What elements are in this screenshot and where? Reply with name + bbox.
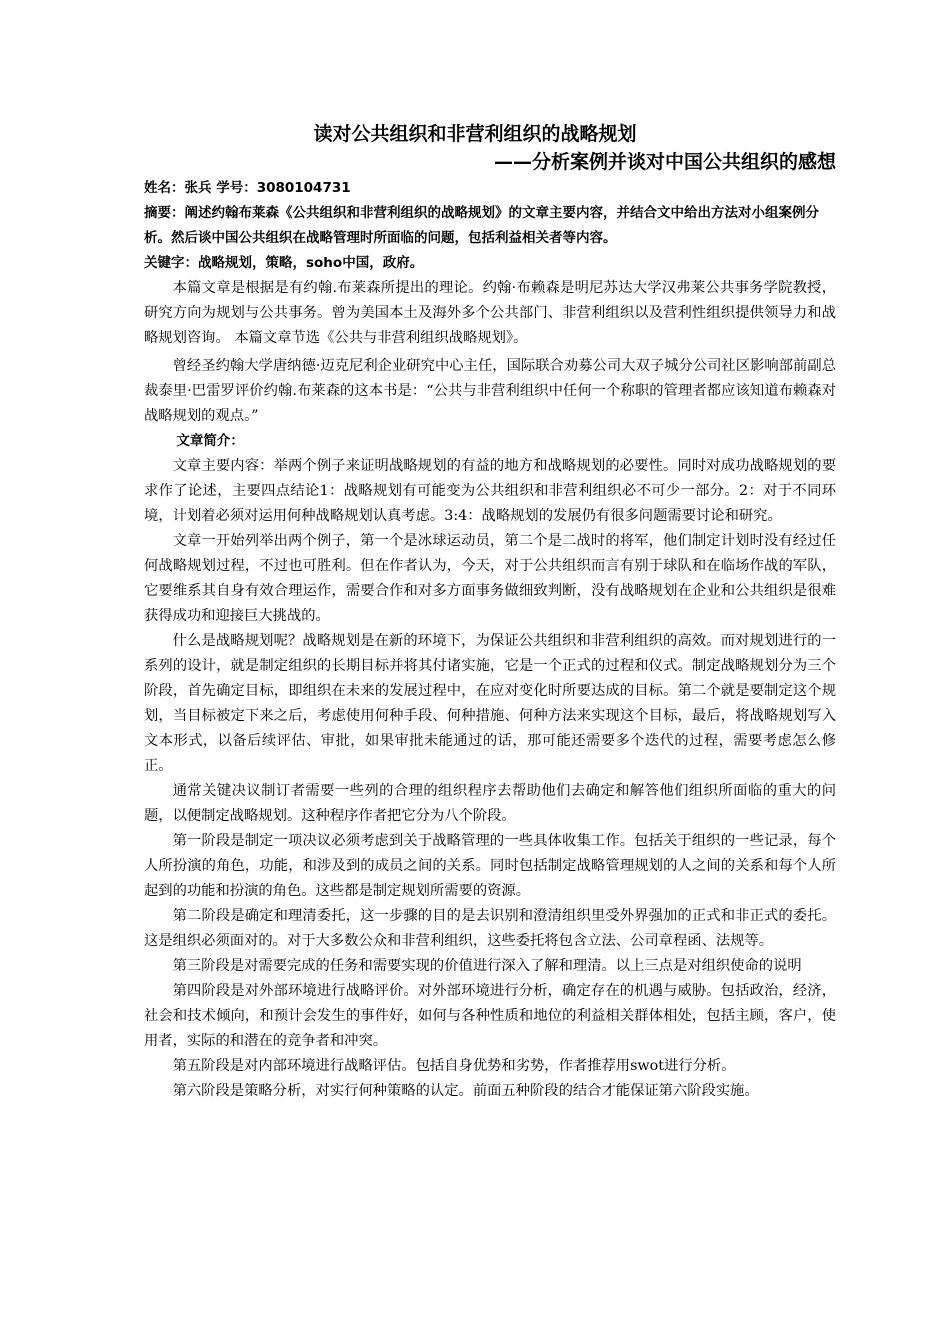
- abstract: 摘要：阐述约翰布莱森《公共组织和非营利组织的战略规划》的文章主要内容，并结合文中给出方法对小组案例分析。然后谈中国公共组织在战略管理时所面临的问题，包括利益相关者等内容。: [144, 205, 819, 246]
- author-line: 姓名：张兵 学号：3080104731: [144, 180, 351, 196]
- section-heading: 文章简介：: [176, 433, 244, 449]
- body-paragraph-9: 第五阶段是对内部环境进行战略评估。包括自身优势和劣势，作者推荐用swot进行分析。: [172, 1058, 736, 1074]
- body-paragraph-2: 文章一开始列举出两个例子，第一个是冰球运动员，第二个是二战时的将军，他们制定计划时没有经过任何战略规划过程，不过也可胜利。但在作者认为，今天，对于公共组织而言有别于球队和在临场作战的军队，它要维系其自身有效合理运作，需要合作和对多方面事务做细致判断，没有战略规划在企业和公共组织是很难获得成功和迎接巨大挑战的。: [144, 533, 836, 624]
- body-paragraph-10: 第六阶段是策略分析，对实行何种策略的认定。前面五种阶段的结合才能保证第六阶段实施。: [172, 1083, 759, 1099]
- document-title: 读对公共组织和非营利组织的战略规划: [313, 123, 637, 145]
- body-paragraph-5: 第一阶段是制定一项决议必须考虑到关于战略管理的一些具体收集工作。包括关于组织的一些记录，每个人所扮演的角色，功能，和涉及到的成员之间的关系。同时包括制定战略管理规划的人之间的关系和每个人所起到的功能和扮演的角色。这些都是制定规划所需要的资源。: [144, 833, 836, 899]
- body-paragraph-7: 第三阶段是对需要完成的任务和需要实现的价值进行深入了解和理清。以上三点是对组织使命的说明: [172, 958, 802, 974]
- intro-paragraph-2: 曾经圣约翰大学唐纳德·迈克尼利企业研究中心主任，国际联合劝募公司大双子城分公司社区影响部前副总裁泰里·巴雷罗评价约翰.布莱森的这本书是：“公共与非营利组织中任何一个称职的管理者都应该知道布赖森对战略规划的观点。”: [144, 358, 836, 424]
- document-subtitle: ——分析案例并谈对中国公共组织的感想: [493, 151, 836, 173]
- body-paragraph-3: 什么是战略规划呢？战略规划是在新的环境下，为保证公共组织和非营利组织的高效。而对规划进行的一系列的设计，就是制定组织的长期目标并将其付诸实施，它是一个正式的过程和仪式。制定战略规划分为三个阶段，首先确定目标，即组织在未来的发展过程中，在应对变化时所要达成的目标。第二个就是要制定这个规划，当目标被定下来之后，考虑使用何种手段、何种措施、何种方法来实现这个目标，最后，将战略规划写入文本形式，以备后续评估、审批，如果审批未能通过的话，那可能还需要多个迭代的过程，需要考虑怎么修正。: [144, 633, 836, 774]
- keywords: 关键字：战略规划，策略，soho中国，政府。: [144, 255, 424, 271]
- document-body: [144, 120, 836, 1104]
- body-paragraph-6: 第二阶段是确定和理清委托，这一步骤的目的是去识别和澄清组织里受外界强加的正式和非正式的委托。这是组织必须面对的。对于大多数公众和非营利组织，这些委托将包含立法、公司章程函、法规等。: [144, 908, 836, 949]
- intro-paragraph-1: 本篇文章是根据是有约翰.布莱森所提出的理论。约翰·布赖森是明尼苏达大学汉弗莱公共事务学院教授，研究方向为规划与公共事务。曾为美国本土及海外多个公共部门、非营利组织以及营利性组织提供领导力和战略规划咨询。 本篇文章节选《公共与非营利组织战略规划》。: [144, 280, 836, 346]
- body-paragraph-1: 文章主要内容：举两个例子来证明战略规划的有益的地方和战略规划的必要性。同时对成功战略规划的要求作了论述，主要四点结论1：战略规划有可能变为公共组织和非营利组织必不可少一部分。2：对于不同环境，计划着必须对运用何种战略规划认真考虑。3:4：战略规划的发展仍有很多问题需要讨论和研究。: [144, 458, 836, 524]
- body-paragraph-4: 通常关键决议制订者需要一些列的合理的组织程序去帮助他们去确定和解答他们组织所面临的重大的问题，以便制定战略规划。这种程序作者把它分为八个阶段。: [144, 783, 836, 824]
- body-paragraph-8: 第四阶段是对外部环境进行战略评价。对外部环境进行分析，确定存在的机遇与威胁。包括政治，经济，社会和技术倾向，和预计会发生的事件好，如何与各种性质和地位的利益相关群体相处，包括主顾，客户，使用者，实际的和潜在的竞争者和冲突。: [144, 983, 836, 1049]
